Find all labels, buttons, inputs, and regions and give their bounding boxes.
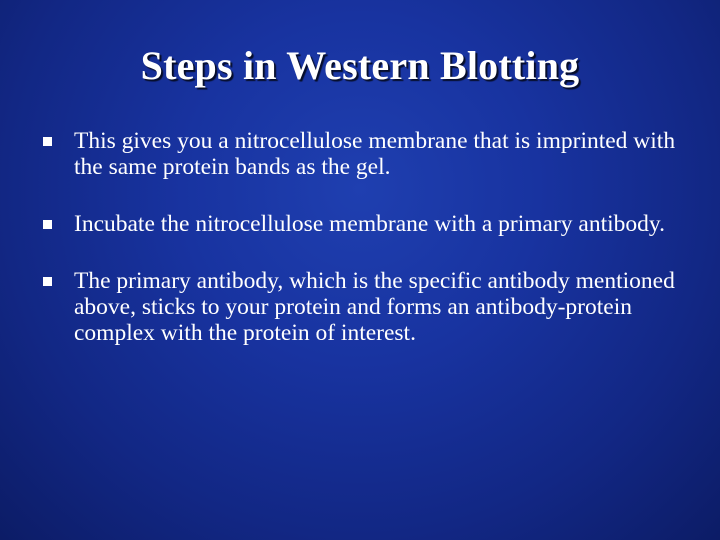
bullet-item — [40, 128, 690, 180]
bullet-text: Incubate the nitrocellulose membrane with a primary antibody. — [74, 211, 665, 237]
bullet-item — [40, 268, 690, 346]
bullet-text: The primary antibody, which is the specific antibody mentioned above, sticks to your protein and forms an antibody-protein complex with the protein of interest. — [74, 268, 675, 346]
bullet-item — [40, 211, 690, 237]
bullet-text: This gives you a nitrocellulose membrane that is imprinted with the same protein bands as the gel. — [74, 128, 676, 180]
square-bullet-icon — [43, 220, 52, 229]
bullet-list — [40, 128, 690, 377]
square-bullet-icon — [43, 277, 52, 286]
square-bullet-icon — [43, 137, 52, 146]
slide-title: Steps in Western Blotting — [140, 43, 580, 88]
